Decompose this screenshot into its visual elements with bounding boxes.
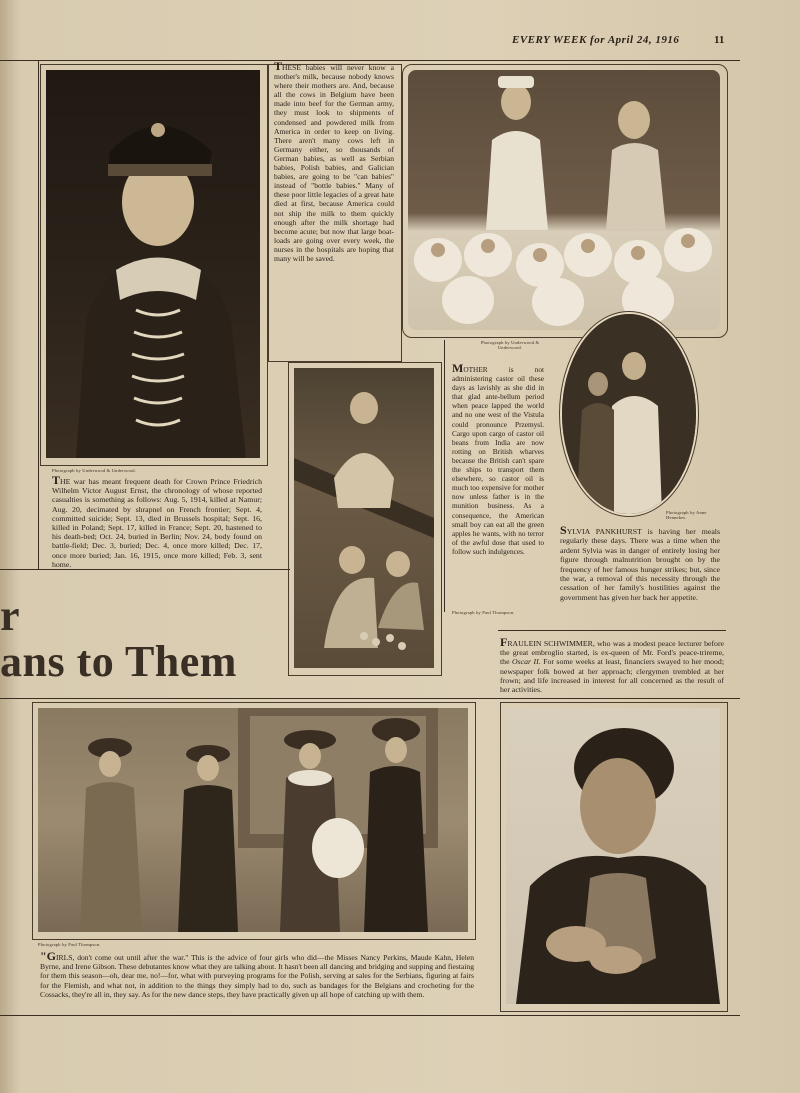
pankhurst-article [560, 523, 720, 602]
pankhurst-credit: Photograph by Anne Hennekes. [666, 510, 707, 520]
girls-figures [38, 708, 468, 932]
crown-prince-figure [46, 70, 260, 458]
girls-article [40, 949, 474, 999]
crown-prince-credit: Photograph by Underwood & Underwood. [52, 468, 137, 473]
babies-article [274, 59, 394, 263]
schwimmer-article [500, 635, 724, 695]
babies-figures [408, 70, 720, 330]
schwimmer-ship-name: Oscar II [512, 657, 539, 667]
pankhurst-figures [562, 314, 696, 514]
crown-prince-photo [46, 70, 260, 458]
babies-photo [408, 70, 720, 330]
left-column-rule [38, 60, 39, 570]
schwimmer-text-a: RAULEIN SCHWIMMER, who was a modest peace lecturer before the great embroglio started, is ex-queen of Mr. Ford's peace-trireme, the [500, 639, 724, 667]
pankhurst-dropcap: S [560, 523, 567, 537]
castor-column-rule [444, 340, 445, 612]
mid-left-rule [0, 569, 290, 570]
babies-credit: Photograph by Underwood & Underwood. [480, 340, 540, 350]
headline-main: ans to Them [0, 637, 237, 686]
lower-rule [0, 698, 740, 699]
page-number: 11 [714, 34, 725, 46]
castor-credit: Photograph by Paul Thompson. [452, 610, 515, 615]
girls-photo [38, 708, 468, 932]
pankhurst-oval-photo [560, 312, 698, 516]
bottom-rule [0, 1015, 740, 1016]
castor-text: OTHER is not administering castor oil these days as lavishly as she did in that glad ante-bellum period when peace lapped the world and no one west of the Vistula could pronounce Przemysl. Cargo upon cargo of castor oil beans from India are now rotting on British wharves because the British can't spare the ships to transport them elsewhere, so castor oil is much too expensive for mother now unless father is in the munition business. As a consequence, the American small boy can eat all the green apples he wants, with no terror of the awful dose that used to follow such indulgences. [452, 365, 544, 556]
schwimmer-text-b: . For some weeks at least, financiers swayed to her mood; newspaper folk bowed at her approach; clergymen trembled at her frown; and life increased in interest for all concerned as the result of her activities. [500, 657, 724, 695]
girls-dropcap: "G [40, 949, 56, 963]
castor-dropcap: M [452, 361, 464, 375]
schwimmer-photo [506, 708, 720, 1004]
top-rule [0, 60, 740, 61]
crown-prince-text: HE war has meant frequent death for Crown Prince Friedrich Wilhelm Victor August Ernst, the chronology of whose reported casualties is something as follows: Aug. 5, 1914, killed at Namur; Aug. 20, decimated by shrapnel on French frontier; Sept. 4, committed suicide; Sept. 13, died in Brussels hospital; Sept. 16, killed in Poland; Sept. 17, killed in France; Sept. 20, hastened to his death-bed; Oct. 24, buried in Berlin; Nov. 24, body found on battle-field; Dec. 3, buried; Dec. 4, once more killed; Dec. 17, once more buried; Jan. 16, 1915, once more killed; Feb. 3, sent home. [52, 477, 262, 569]
schwimmer-top-rule [498, 630, 726, 631]
castor-photo [294, 368, 434, 668]
babies-text: HESE babies will never know a mother's milk, because nobody knows where their mothers are. And, because all the cows in Belgium have been made into beef for the German army, they must look to shipments of condensed and powdered milk from America in order to keep on living. There aren't many cows left in Germany either, so thousands of German babies, as well as Serbian babies, Polish babies, and Galician babies, are going to be "can babies" instead of "bottle babies." Many of these poor little legacies of a great hate died at first, because America could not ship the milk to them quickly enough after the milk shortage had become acute; but now that large boat-loads are going over every week, the nurses in the hospitals are hoping that many will be saved. [274, 63, 394, 263]
headline-fragment-top: r [0, 591, 21, 640]
crown-prince-article [52, 473, 262, 569]
castor-article [452, 361, 544, 556]
masthead: EVERY WEEK for April 24, 1916 [512, 34, 680, 46]
babies-dropcap: T [274, 59, 283, 73]
castor-boys-figures [294, 368, 434, 668]
schwimmer-dropcap: F [500, 635, 508, 649]
girls-credit: Photograph by Paul Thompson. [38, 942, 101, 947]
schwimmer-figure [506, 708, 720, 1004]
pankhurst-text: YLVIA PANKHURST is having her meals regularly these days. There was a time when the ardent Sylvia was in danger of entirely losing her figure through malnutrition brought on by the frequency of her famous hunger strikes; but, since the war, a removal of this necessity through the cessation of her family's hostilities against the government has given her back her appetite. [560, 527, 720, 602]
girls-text: IRLS, don't come out until after the war." This is the advice of four girls who did—the Misses Nancy Perkins, Maude Kahn, Helen Byrne, and Irene Gibson. These debutantes know what they are talking about. It hasn't been all dancing and bridging and supping and fiestaing for them this season—oh, dear me, no!—for, what with purveying programs for the Polish, serving at sales for the Serbians, figuring at fairs for the Flemish, and what not, in addition to the things they simply had to do, such as bandages for the Belgians and crocheting for the Cossacks, they're all in, they say. As for the new dance steps, they have practically given up all hope of catching up with them. [40, 953, 474, 999]
crown-prince-dropcap: T [52, 473, 61, 487]
